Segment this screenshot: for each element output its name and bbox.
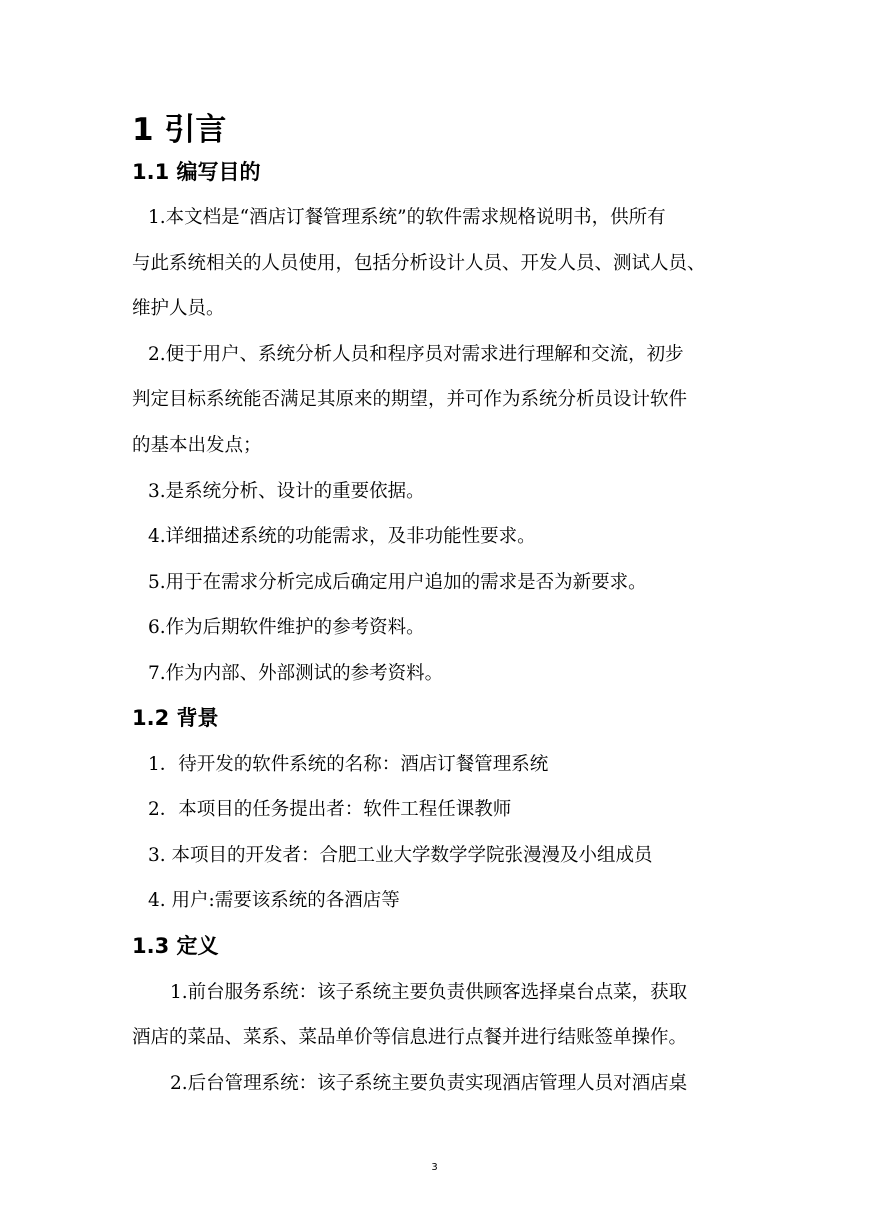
paragraph-line: 7.作为内部、外部测试的参考资料。 [148,663,444,684]
section-heading-1-3: 1.3 定义 [132,934,219,958]
paragraph-line: 维护人员。 [132,298,225,319]
paragraph-line: 的基本出发点； [132,435,262,456]
paragraph-line: 1.前台服务系统：该子系统主要负责供顾客选择桌台点菜，获取 [170,982,688,1003]
list-item: 3. 本项目的开发者：合肥工业大学数学学院张漫漫及小组成员 [148,845,653,866]
section-heading-1-2: 1.2 背景 [132,706,219,730]
paragraph-line: 2.后台管理系统：该子系统主要负责实现酒店管理人员对酒店桌 [170,1073,688,1094]
chapter-heading: 1 引言 [132,112,227,148]
paragraph-line: 2.便于用户、系统分析人员和程序员对需求进行理解和交流，初步 [148,344,684,365]
paragraph-line: 4.详细描述系统的功能需求，及非功能性要求。 [148,526,536,547]
page-number: 3 [431,1162,438,1173]
section-heading-1-1: 1.1 编写目的 [132,160,261,184]
paragraph-line: 与此系统相关的人员使用，包括分析设计人员、开发人员、测试人员、 [132,253,706,274]
paragraph-line: 6.作为后期软件维护的参考资料。 [148,617,425,638]
list-item: 2．本项目的任务提出者：软件工程任课教师 [148,799,512,820]
list-item: 1．待开发的软件系统的名称：酒店订餐管理系统 [148,754,549,775]
paragraph-line: 1.本文档是“酒店订餐管理系统”的软件需求规格说明书，供所有 [148,207,666,228]
paragraph-line: 判定目标系统能否满足其原来的期望，并可作为系统分析员设计软件 [132,389,688,410]
list-item: 4. 用户:需要该系统的各酒店等 [148,890,400,911]
paragraph-line: 酒店的菜品、菜系、菜品单价等信息进行点餐并进行结账签单操作。 [132,1027,688,1048]
paragraph-line: 3.是系统分析、设计的重要依据。 [148,481,425,502]
paragraph-line: 5.用于在需求分析完成后确定用户追加的需求是否为新要求。 [148,572,647,593]
